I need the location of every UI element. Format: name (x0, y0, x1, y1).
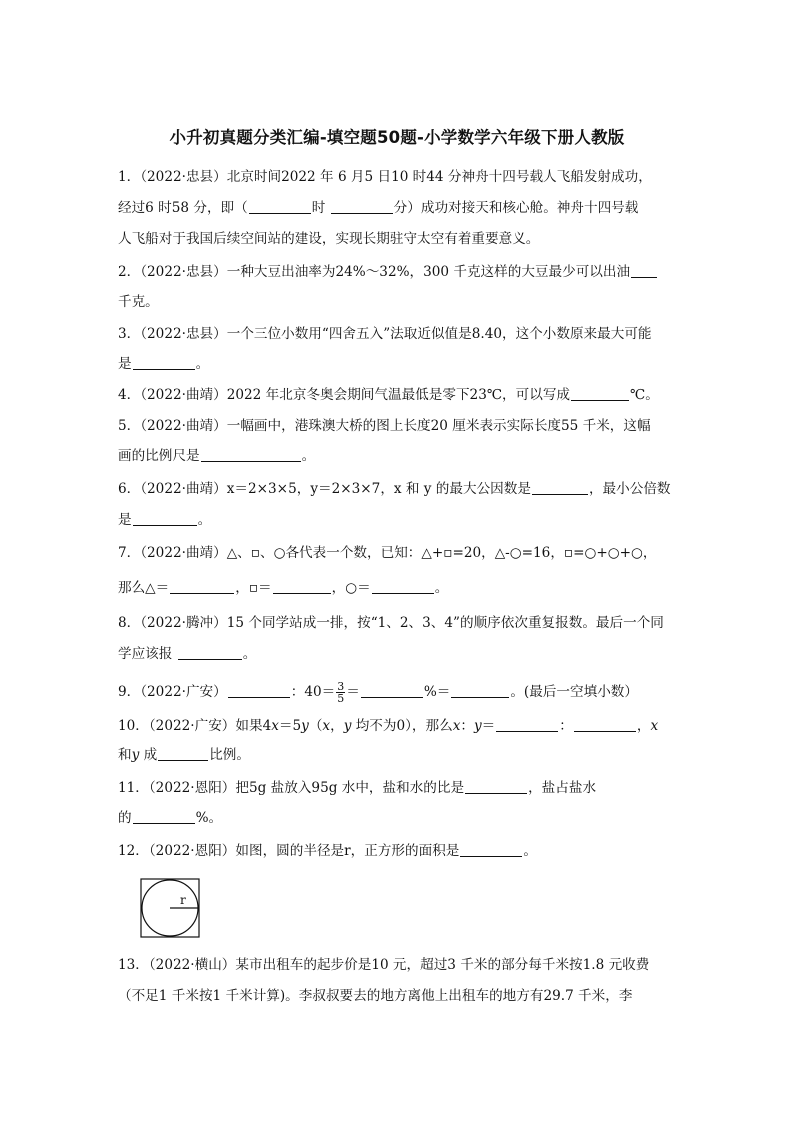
question-9-text-b: ：40＝ (290, 684, 336, 700)
question-9-blank-3[interactable] (451, 683, 509, 698)
question-12-blank[interactable] (460, 842, 522, 857)
question-6-text-a: 6．（2022·曲靖）x＝2×3×5，y＝2×3×7，x 和 y 的最大公因数是 (118, 481, 531, 497)
question-10-line-1 (118, 716, 678, 736)
question-7-text-d: 。 (434, 580, 449, 596)
question-12-text-a: 12．（2022·恩阳）如图，圆的半径是r，正方形的面积是 (118, 843, 460, 859)
question-11-line-2 (118, 808, 678, 828)
question-3-line-2 (118, 354, 678, 374)
question-6-text-c: 是 (118, 512, 132, 528)
question-8-line-1: 8．（2022·腾冲）15 个同学站成一排，按“1、2、3、4”的顺序依次重复报数。最后一个同 (118, 615, 664, 631)
question-10-text-c: （ (308, 718, 323, 734)
page-title: 小升初真题分类汇编-填空题50题-小学数学六年级下册人教版 (169, 128, 625, 147)
question-2-text: 2．（2022·忠县）一种大豆出油率为24%～32%，300 千克这样的大豆最少可以出油 (118, 264, 631, 280)
question-4-text-a: 4．（2022·曲靖）2022 年北京冬奥会期间气温最低是零下23℃，可以写成 (118, 387, 571, 403)
question-8-line-2 (118, 644, 678, 664)
question-9-fraction (336, 681, 345, 704)
question-8-blank[interactable] (178, 645, 242, 660)
question-10-text-b: ＝5 (278, 718, 302, 734)
question-9-blank-1[interactable] (228, 683, 290, 698)
question-4-text-b: ℃。 (630, 387, 659, 403)
question-10-text-a: 10．（2022·广安）如果4 (118, 718, 272, 734)
question-9-text-e: 。(最后一空填小数） (510, 684, 638, 700)
question-13-line-2: （不足1 千米按1 千米计算)。李叔叔要去的地方离他上出租车的地方有29.7 千米，李 (118, 988, 633, 1004)
var-x: x (271, 718, 279, 734)
fraction-numerator: 3 (337, 680, 345, 693)
question-10-line-2 (118, 745, 678, 765)
question-3-line-1: 3．（2022·忠县）一个三位小数用“四舍五入”法取近似值是8.40，这个小数原来最大可能 (118, 326, 652, 342)
question-7-line-2 (118, 578, 678, 598)
var-y: y (131, 747, 140, 763)
question-5-line-1: 5．（2022·曲靖）一幅画中，港珠澳大桥的图上长度20 厘米表示实际长度55 千米，这幅 (118, 418, 651, 434)
question-7-text-b: ，▫＝ (235, 580, 272, 596)
question-10-blank-2[interactable] (574, 717, 636, 732)
question-11-text-c: 的 (118, 810, 132, 826)
var-x: x (650, 718, 659, 734)
question-8-text-a: 学应该报 (118, 646, 177, 662)
question-6-line-1 (118, 479, 678, 499)
question-10-text-e: 均不为0），那么 (351, 718, 453, 734)
question-10-text-k: 成 (139, 747, 158, 763)
question-5-text-a: 画的比例尺是 (118, 448, 200, 464)
question-11-text-a: 11．（2022·恩阳）把5g 盐放入95g 水中，盐和水的比是 (118, 780, 465, 796)
question-3-text-b: 。 (195, 356, 210, 372)
question-13-line-1: 13．（2022·横山）某市出租车的起步价是10 元，超过3 千米的部分每千米按1.8 元收费 (118, 957, 650, 973)
question-10-text-g: ＝ (481, 718, 496, 734)
question-6-blank-gcd[interactable] (532, 480, 588, 495)
question-3-text-a: 是 (118, 356, 132, 372)
question-1-line-1: 1．（2022·忠县）北京时间2022 年 6 月5 日10 时44 分神舟十四号载人飞船发射成功， (118, 169, 652, 185)
question-10-blank-3[interactable] (158, 746, 208, 761)
question-1-blank-hour[interactable] (249, 199, 311, 214)
question-7-line-1: 7．（2022·曲靖）△、▫、○各代表一个数，已知：△+▫=20，△-○=16，▫=○+○+○， (118, 545, 657, 561)
question-6-text-d: 。 (197, 512, 212, 528)
question-5-text-b: 。 (301, 448, 316, 464)
question-10-blank-1[interactable] (496, 717, 558, 732)
circle-in-square-figure (140, 878, 200, 938)
question-8-text-b: 。 (242, 646, 257, 662)
var-y: y (473, 718, 482, 734)
question-11-blank-ratio[interactable] (465, 779, 527, 794)
fraction-denominator: 5 (337, 692, 345, 705)
question-5-line-2 (118, 446, 678, 466)
question-10-text-h: ： (559, 718, 573, 734)
radius-label: r (180, 893, 186, 907)
question-9-text-c: ＝ (346, 684, 360, 700)
question-11-text-b: ，盐占盐水 (528, 780, 597, 796)
question-7-text-c: ，○＝ (331, 580, 371, 596)
question-11-line-1 (118, 778, 678, 798)
question-10-text-l: 比例。 (209, 747, 250, 763)
var-x: x (452, 718, 461, 734)
question-11-blank-percent[interactable] (133, 809, 195, 824)
question-12-line (118, 841, 678, 861)
question-9-text-d: %＝ (423, 684, 451, 700)
question-4-blank[interactable] (571, 386, 629, 401)
question-7-blank-square[interactable] (273, 579, 331, 594)
question-1-line-2 (118, 198, 678, 218)
question-10-text-f: ： (460, 718, 474, 734)
question-1-text-a: 经过6 时58 分，即（ (118, 200, 248, 216)
question-1-line-3: 人飞船对于我国后续空间站的建设，实现长期驻守太空有着重要意义。 (118, 231, 540, 247)
question-4-line (118, 385, 678, 405)
question-2-line-1 (118, 262, 678, 282)
question-11-text-d: %。 (195, 810, 223, 826)
question-7-blank-triangle[interactable] (170, 579, 234, 594)
question-6-blank-lcm[interactable] (133, 511, 197, 526)
question-1-text-c: 分）成功对接天和核心舱。神舟十四号载 (393, 200, 639, 216)
question-9-text-a: 9．（2022·广安） (118, 684, 227, 700)
question-2-line-2: 千克。 (118, 294, 159, 310)
question-9-blank-2[interactable] (361, 683, 423, 698)
question-7-blank-circle[interactable] (372, 579, 434, 594)
question-5-blank[interactable] (201, 447, 301, 462)
question-2-blank[interactable] (631, 263, 657, 278)
question-6-line-2 (118, 510, 678, 530)
var-y: y (301, 718, 309, 734)
question-10-text-j: 和 (118, 747, 132, 763)
question-10-text-i: ， (636, 718, 651, 734)
question-7-text-a: 那么△＝ (118, 580, 170, 596)
question-1-text-b: 时 (311, 200, 330, 216)
question-9-line (118, 679, 678, 705)
question-3-blank[interactable] (133, 355, 195, 370)
var-x: x (322, 718, 331, 734)
question-10-text-d: ， (330, 718, 344, 734)
question-1-blank-minute[interactable] (331, 199, 393, 214)
question-6-text-b: ，最小公倍数 (588, 481, 671, 497)
question-12-text-b: 。 (523, 843, 537, 859)
var-y: y (343, 718, 352, 734)
